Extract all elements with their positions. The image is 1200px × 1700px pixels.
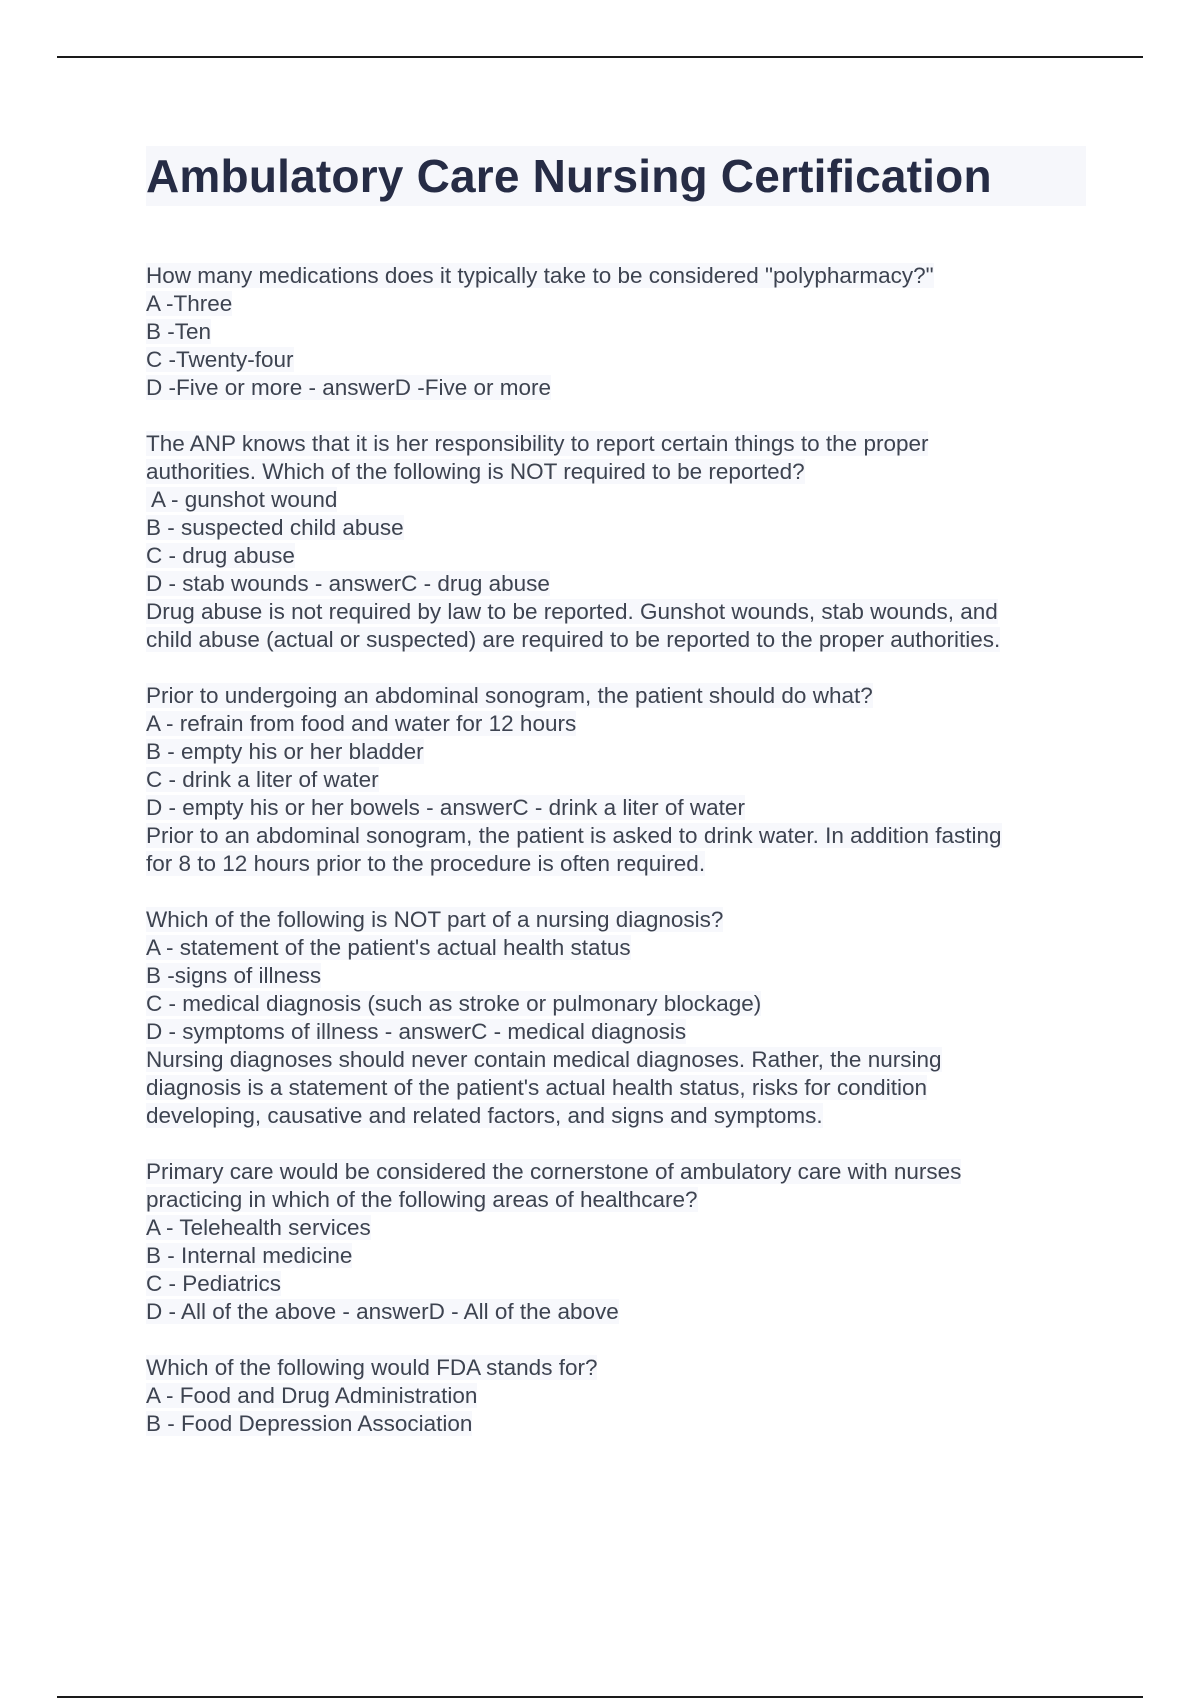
answer-option-with-answer: D - empty his or her bowels - answerC - drink a liter of water — [146, 795, 745, 820]
question-list — [146, 262, 1086, 1438]
answer-option: C - drug abuse — [146, 543, 295, 568]
question-text: authorities. Which of the following is NOT required to be reported? — [146, 459, 805, 484]
document-title: Ambulatory Care Nursing Certification — [146, 146, 1086, 206]
question-block-5 — [146, 1158, 1086, 1326]
answer-option: B - Food Depression Association — [146, 1411, 473, 1436]
explanation-text: for 8 to 12 hours prior to the procedure is often required. — [146, 851, 706, 876]
answer-option: B -Ten — [146, 319, 212, 344]
answer-option: C - drink a liter of water — [146, 767, 379, 792]
answer-option: A - Telehealth services — [146, 1215, 371, 1240]
answer-option-with-answer: D -Five or more - answerD -Five or more — [146, 375, 552, 400]
question-text: Prior to undergoing an abdominal sonogram, the patient should do what? — [146, 683, 873, 708]
document-page — [146, 146, 1086, 1466]
answer-option-with-answer: D - All of the above - answerD - All of the above — [146, 1299, 619, 1324]
question-text: The ANP knows that it is her responsibility to report certain things to the proper — [146, 431, 929, 456]
answer-option-with-answer: D - stab wounds - answerC - drug abuse — [146, 571, 550, 596]
question-block-3 — [146, 682, 1086, 878]
question-text: practicing in which of the following areas of healthcare? — [146, 1187, 698, 1212]
question-text: Which of the following is NOT part of a nursing diagnosis? — [146, 907, 724, 932]
answer-option: A -Three — [146, 291, 233, 316]
answer-option: B -signs of illness — [146, 963, 322, 988]
explanation-text: diagnosis is a statement of the patient's actual health status, risks for condition — [146, 1075, 927, 1100]
answer-option: B - suspected child abuse — [146, 515, 404, 540]
question-block-6 — [146, 1354, 1086, 1438]
answer-option: A - refrain from food and water for 12 hours — [146, 711, 577, 736]
explanation-text: Nursing diagnoses should never contain medical diagnoses. Rather, the nursing — [146, 1047, 942, 1072]
question-text: How many medications does it typically take to be considered "polypharmacy?" — [146, 263, 934, 288]
explanation-text: Prior to an abdominal sonogram, the patient is asked to drink water. In addition fasting — [146, 823, 1002, 848]
question-block-4 — [146, 906, 1086, 1130]
question-text: Primary care would be considered the cornerstone of ambulatory care with nurses — [146, 1159, 962, 1184]
explanation-text: Drug abuse is not required by law to be reported. Gunshot wounds, stab wounds, and — [146, 599, 998, 624]
answer-option: B - Internal medicine — [146, 1243, 353, 1268]
answer-option: A - gunshot wound — [146, 487, 338, 512]
question-block-1 — [146, 262, 1086, 402]
answer-option: C -Twenty-four — [146, 347, 294, 372]
answer-option: C - Pediatrics — [146, 1271, 282, 1296]
bottom-rule — [57, 1696, 1143, 1698]
top-rule — [57, 56, 1143, 58]
answer-option: B - empty his or her bladder — [146, 739, 424, 764]
explanation-text: developing, causative and related factors, and signs and symptoms. — [146, 1103, 823, 1128]
question-text: Which of the following would FDA stands for? — [146, 1355, 598, 1380]
explanation-text: child abuse (actual or suspected) are required to be reported to the proper authorities. — [146, 627, 1001, 652]
answer-option: A - Food and Drug Administration — [146, 1383, 478, 1408]
answer-option-with-answer: D - symptoms of illness - answerC - medical diagnosis — [146, 1019, 687, 1044]
answer-option: A - statement of the patient's actual health status — [146, 935, 631, 960]
question-block-2 — [146, 430, 1086, 654]
answer-option: C - medical diagnosis (such as stroke or pulmonary blockage) — [146, 991, 762, 1016]
